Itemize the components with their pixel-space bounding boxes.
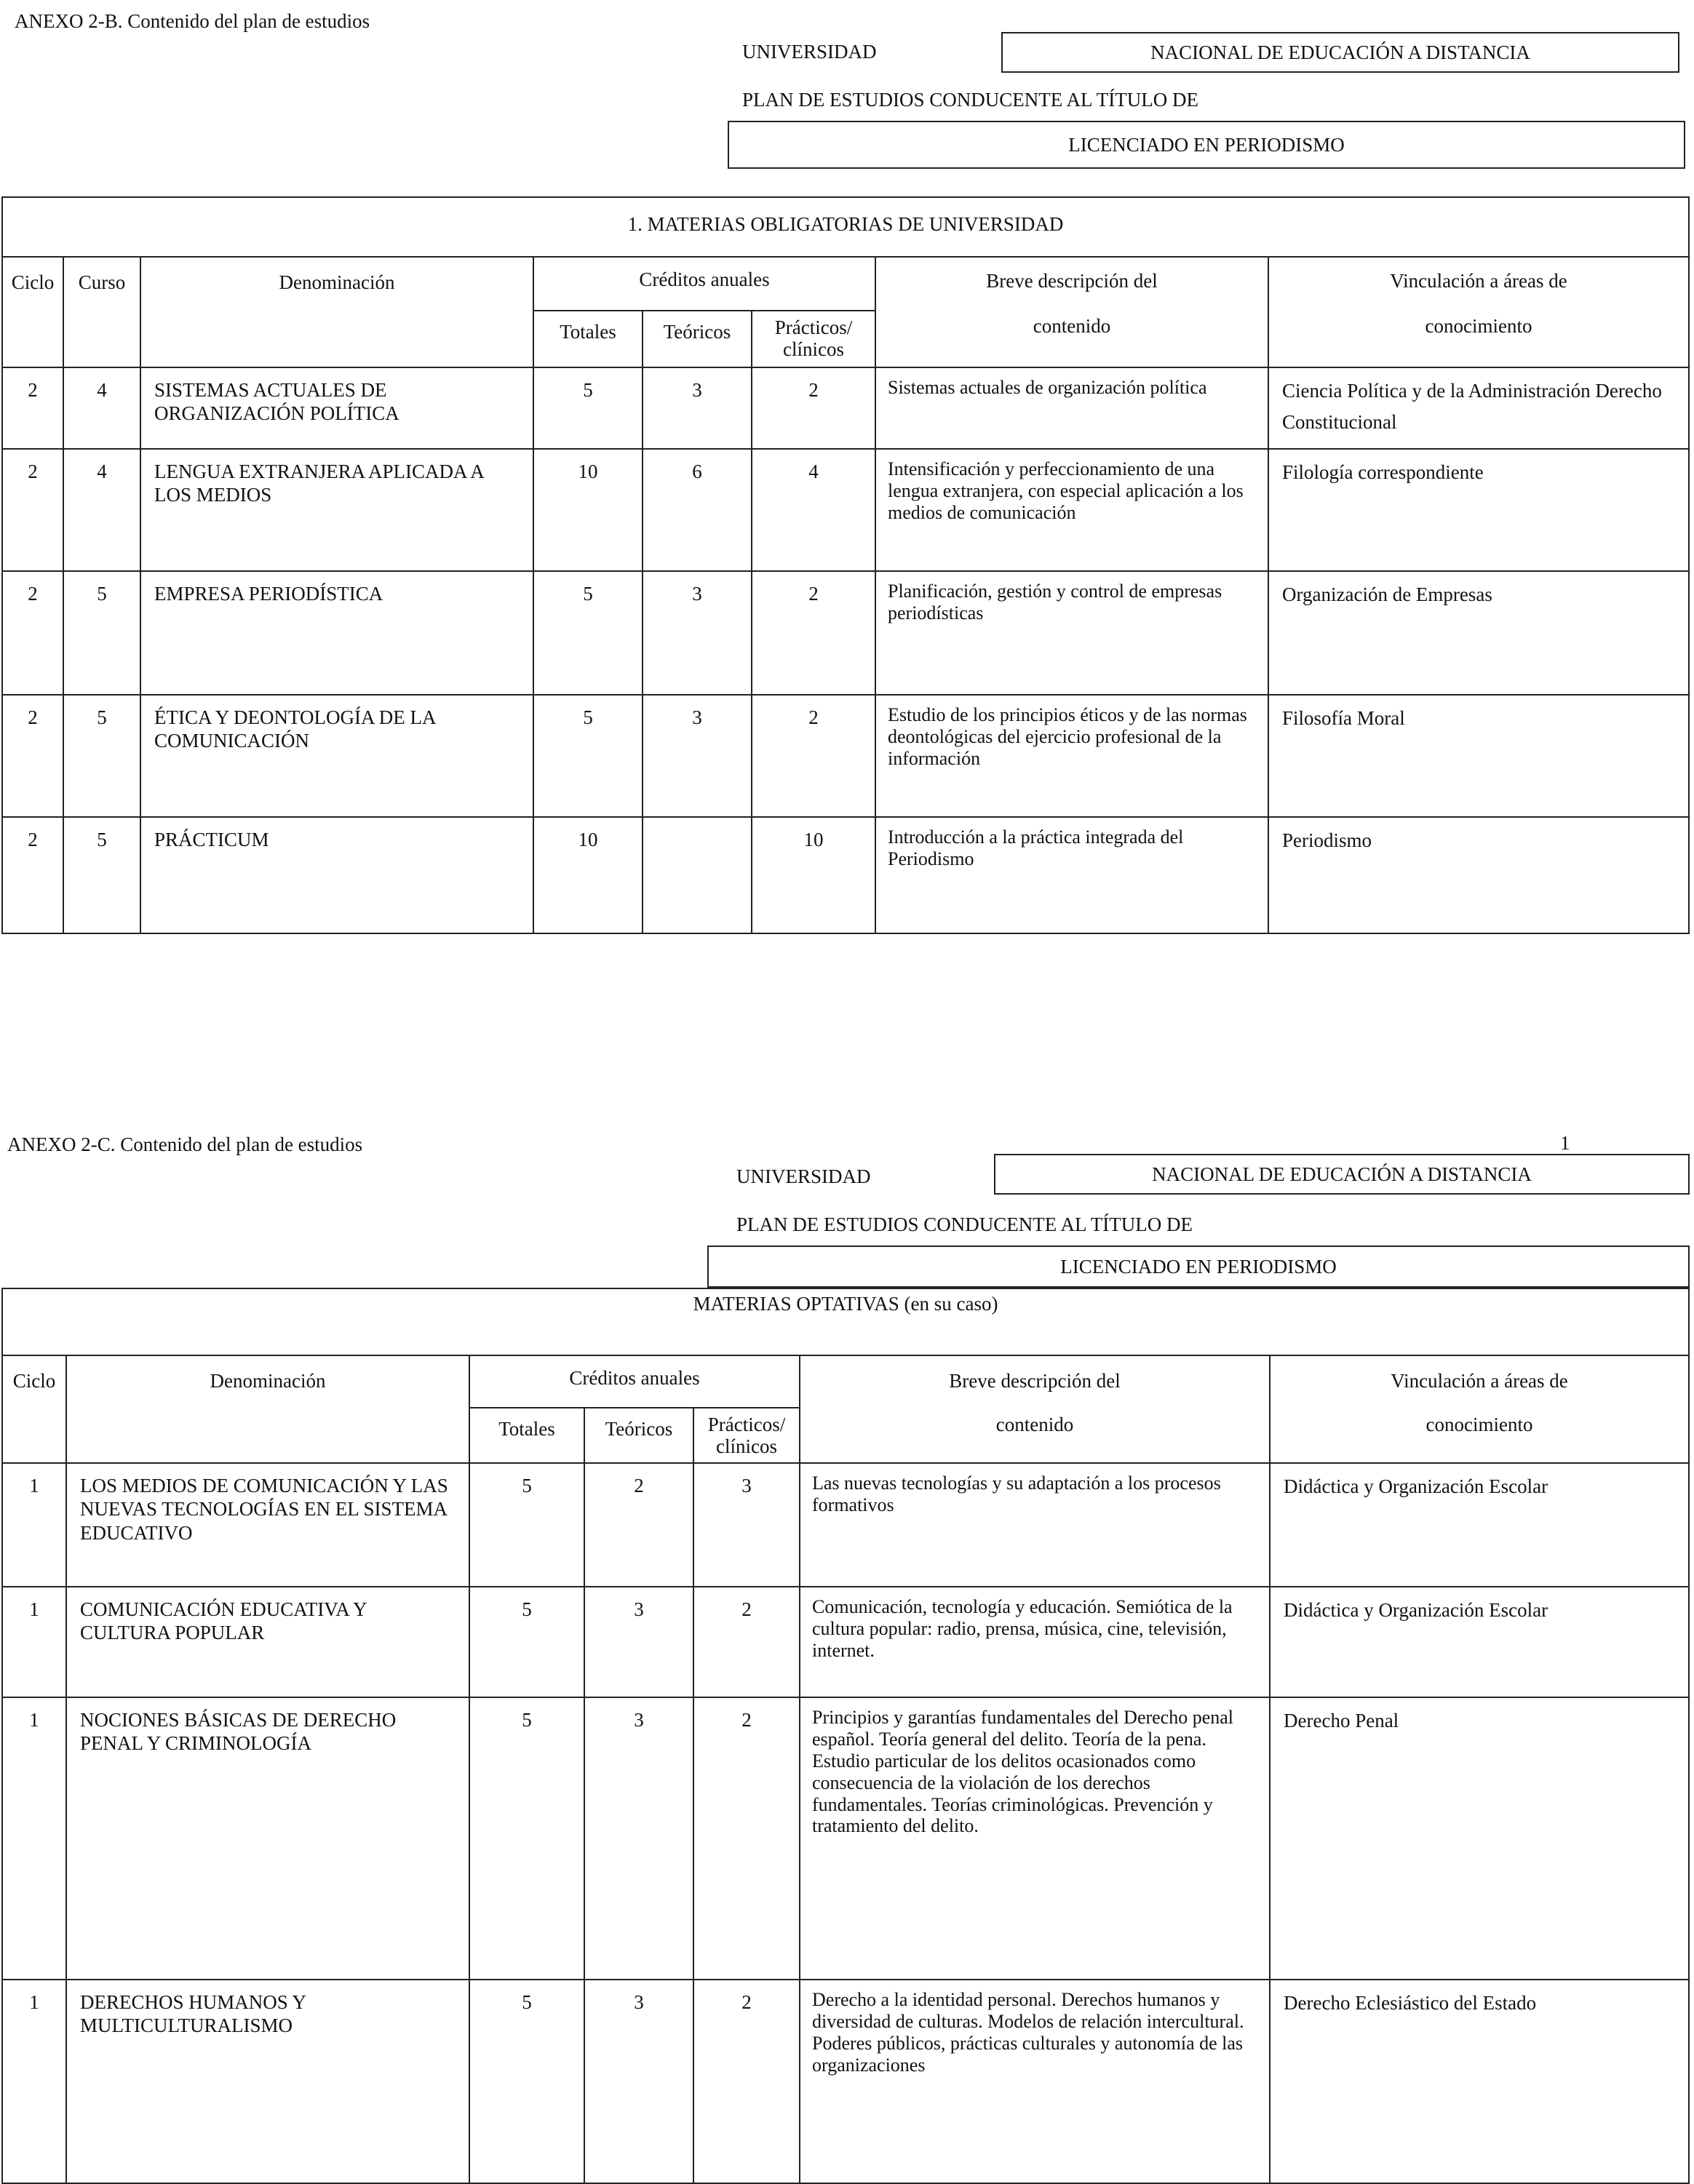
cell-ciclo: 2 xyxy=(2,817,63,933)
university-name: NACIONAL DE EDUCACIÓN A DISTANCIA xyxy=(1152,1163,1532,1185)
page-number: 1 xyxy=(1560,1132,1570,1154)
header-vinculacion-line1: Vinculación a áreas de xyxy=(1391,1370,1568,1392)
header-teoricos: Teóricos xyxy=(643,311,752,367)
cell-teoricos: 3 xyxy=(643,571,752,695)
university-name: NACIONAL DE EDUCACIÓN A DISTANCIA xyxy=(1150,41,1530,63)
cell-area: Filología correspondiente xyxy=(1268,449,1689,571)
cell-ciclo: 1 xyxy=(2,1697,66,1980)
cell-descripcion: Introducción a la práctica integrada del Periodismo xyxy=(875,817,1268,933)
cell-ciclo: 1 xyxy=(2,1980,66,2183)
degree-title: LICENCIADO EN PERIODISMO xyxy=(1060,1255,1337,1278)
university-name-box xyxy=(1001,32,1679,73)
cell-practicos: 2 xyxy=(752,695,875,817)
cell-teoricos xyxy=(643,817,752,933)
cell-denominacion: ÉTICA Y DEONTOLOGÍA DE LA COMUNICACIÓN xyxy=(140,695,533,817)
table-row xyxy=(2,449,1689,571)
annex-title: ANEXO 2-C. Contenido del plan de estudios xyxy=(7,1133,363,1155)
cell-totales: 5 xyxy=(533,695,643,817)
header-vinculacion xyxy=(1268,257,1689,367)
cell-denominacion: LOS MEDIOS DE COMUNICACIÓN Y LAS NUEVAS TECNOLOGÍAS EN EL SISTEMA EDUCATIVO xyxy=(66,1463,469,1587)
degree-box xyxy=(728,121,1685,169)
cell-totales: 5 xyxy=(469,1980,584,2183)
cell-practicos: 2 xyxy=(693,1587,800,1697)
table-row xyxy=(2,695,1689,817)
header-teoricos: Teóricos xyxy=(584,1408,693,1463)
cell-descripcion: Las nuevas tecnologías y su adaptación a los procesos formativos xyxy=(800,1463,1270,1587)
cell-curso: 5 xyxy=(63,695,140,817)
cell-totales: 10 xyxy=(533,817,643,933)
header-vinculacion xyxy=(1270,1355,1689,1463)
university-label: UNIVERSIDAD xyxy=(736,1165,871,1187)
cell-practicos: 2 xyxy=(752,571,875,695)
table-row xyxy=(2,1697,1689,1980)
cell-totales: 5 xyxy=(469,1587,584,1697)
cell-denominacion: PRÁCTICUM xyxy=(140,817,533,933)
header-descripcion-line2: contenido xyxy=(995,1414,1074,1436)
cell-ciclo: 2 xyxy=(2,449,63,571)
header-vinculacion-line1: Vinculación a áreas de xyxy=(1390,270,1567,292)
header-ciclo: Ciclo xyxy=(2,257,63,367)
header-totales: Totales xyxy=(469,1408,584,1463)
cell-practicos: 10 xyxy=(752,817,875,933)
table-title: MATERIAS OPTATIVAS (en su caso) xyxy=(2,1288,1689,1355)
cell-curso: 5 xyxy=(63,817,140,933)
header-practicos: Prácticos/ clínicos xyxy=(693,1408,800,1463)
cell-area: Derecho Eclesiástico del Estado xyxy=(1270,1980,1689,2183)
header-creditos: Créditos anuales xyxy=(533,257,875,311)
annex-title: ANEXO 2-B. Contenido del plan de estudios xyxy=(15,10,370,32)
table-row xyxy=(2,817,1689,933)
cell-descripcion: Intensificación y perfeccionamiento de una lengua extranjera, con especial aplicación a los medios de comunicación xyxy=(875,449,1268,571)
header-vinculacion-line2: conocimiento xyxy=(1425,315,1532,338)
header-creditos: Créditos anuales xyxy=(469,1355,800,1408)
header-denominacion: Denominación xyxy=(66,1355,469,1463)
university-label: UNIVERSIDAD xyxy=(742,41,877,63)
table-row xyxy=(2,367,1689,449)
cell-practicos: 3 xyxy=(693,1463,800,1587)
cell-teoricos: 3 xyxy=(643,695,752,817)
header-descripcion xyxy=(875,257,1268,367)
header-vinculacion-line2: conocimiento xyxy=(1425,1414,1533,1436)
optativas-table xyxy=(1,1288,1690,2184)
table-row xyxy=(2,1463,1689,1587)
cell-totales: 5 xyxy=(533,367,643,449)
cell-ciclo: 2 xyxy=(2,367,63,449)
cell-teoricos: 3 xyxy=(584,1587,693,1697)
cell-ciclo: 1 xyxy=(2,1463,66,1587)
cell-totales: 5 xyxy=(469,1697,584,1980)
cell-ciclo: 2 xyxy=(2,695,63,817)
header-descripcion-line1: Breve descripción del xyxy=(986,270,1158,292)
cell-practicos: 4 xyxy=(752,449,875,571)
table-row xyxy=(2,571,1689,695)
plan-label: PLAN DE ESTUDIOS CONDUCENTE AL TÍTULO DE xyxy=(742,89,1198,111)
cell-denominacion: DERECHOS HUMANOS Y MULTICULTURALISMO xyxy=(66,1980,469,2183)
cell-curso: 5 xyxy=(63,571,140,695)
header-practicos: Prácticos/ clínicos xyxy=(752,311,875,367)
header-totales: Totales xyxy=(533,311,643,367)
cell-totales: 10 xyxy=(533,449,643,571)
header-curso: Curso xyxy=(63,257,140,367)
cell-area: Organización de Empresas xyxy=(1268,571,1689,695)
cell-teoricos: 3 xyxy=(643,367,752,449)
cell-teoricos: 3 xyxy=(584,1980,693,2183)
header-ciclo: Ciclo xyxy=(2,1355,66,1463)
cell-descripcion: Planificación, gestión y control de empresas periodísticas xyxy=(875,571,1268,695)
cell-denominacion: COMUNICACIÓN EDUCATIVA Y CULTURA POPULAR xyxy=(66,1587,469,1697)
cell-area: Ciencia Política y de la Administración Derecho Constitucional xyxy=(1268,367,1689,449)
cell-totales: 5 xyxy=(533,571,643,695)
cell-denominacion: SISTEMAS ACTUALES DE ORGANIZACIÓN POLÍTICA xyxy=(140,367,533,449)
cell-area: Derecho Penal xyxy=(1270,1697,1689,1980)
cell-curso: 4 xyxy=(63,367,140,449)
header-descripcion-line1: Breve descripción del xyxy=(949,1370,1121,1392)
cell-denominacion: NOCIONES BÁSICAS DE DERECHO PENAL Y CRIMINOLOGÍA xyxy=(66,1697,469,1980)
cell-descripcion: Sistemas actuales de organización política xyxy=(875,367,1268,449)
cell-teoricos: 6 xyxy=(643,449,752,571)
cell-curso: 4 xyxy=(63,449,140,571)
cell-denominacion: LENGUA EXTRANJERA APLICADA A LOS MEDIOS xyxy=(140,449,533,571)
header-descripcion xyxy=(800,1355,1270,1463)
cell-descripcion: Principios y garantías fundamentales del Derecho penal español. Teoría general del delito. Teoría de la pena. Estudio particular de los delitos ocasionados como consecuencia de la violación de los derechos fundamentales. Teorías criminológicas. Prevención y tratamiento del delito. xyxy=(800,1697,1270,1980)
degree-title: LICENCIADO EN PERIODISMO xyxy=(1068,133,1345,156)
plan-label: PLAN DE ESTUDIOS CONDUCENTE AL TÍTULO DE xyxy=(736,1213,1193,1235)
cell-denominacion: EMPRESA PERIODÍSTICA xyxy=(140,571,533,695)
cell-teoricos: 2 xyxy=(584,1463,693,1587)
cell-totales: 5 xyxy=(469,1463,584,1587)
cell-area: Filosofía Moral xyxy=(1268,695,1689,817)
header-descripcion-line2: contenido xyxy=(1033,315,1111,338)
cell-practicos: 2 xyxy=(693,1980,800,2183)
cell-descripcion: Comunicación, tecnología y educación. Semiótica de la cultura popular: radio, prensa, música, cine, televisión, internet. xyxy=(800,1587,1270,1697)
obligatorias-table xyxy=(1,196,1690,934)
cell-area: Periodismo xyxy=(1268,817,1689,933)
cell-ciclo: 2 xyxy=(2,571,63,695)
cell-area: Didáctica y Organización Escolar xyxy=(1270,1587,1689,1697)
cell-teoricos: 3 xyxy=(584,1697,693,1980)
cell-practicos: 2 xyxy=(752,367,875,449)
cell-practicos: 2 xyxy=(693,1697,800,1980)
table-title: 1. MATERIAS OBLIGATORIAS DE UNIVERSIDAD xyxy=(2,197,1689,257)
cell-ciclo: 1 xyxy=(2,1587,66,1697)
cell-area: Didáctica y Organización Escolar xyxy=(1270,1463,1689,1587)
table-row xyxy=(2,1980,1689,2183)
university-name-box xyxy=(994,1154,1690,1195)
header-denominacion: Denominación xyxy=(140,257,533,367)
cell-descripcion: Estudio de los principios éticos y de las normas deontológicas del ejercicio profesional de la información xyxy=(875,695,1268,817)
table-row xyxy=(2,1587,1689,1697)
degree-box xyxy=(707,1246,1690,1288)
cell-descripcion: Derecho a la identidad personal. Derechos humanos y diversidad de culturas. Modelos de relación intercultural. Poderes públicos, prácticas culturales y autonomía de las organizaciones xyxy=(800,1980,1270,2183)
